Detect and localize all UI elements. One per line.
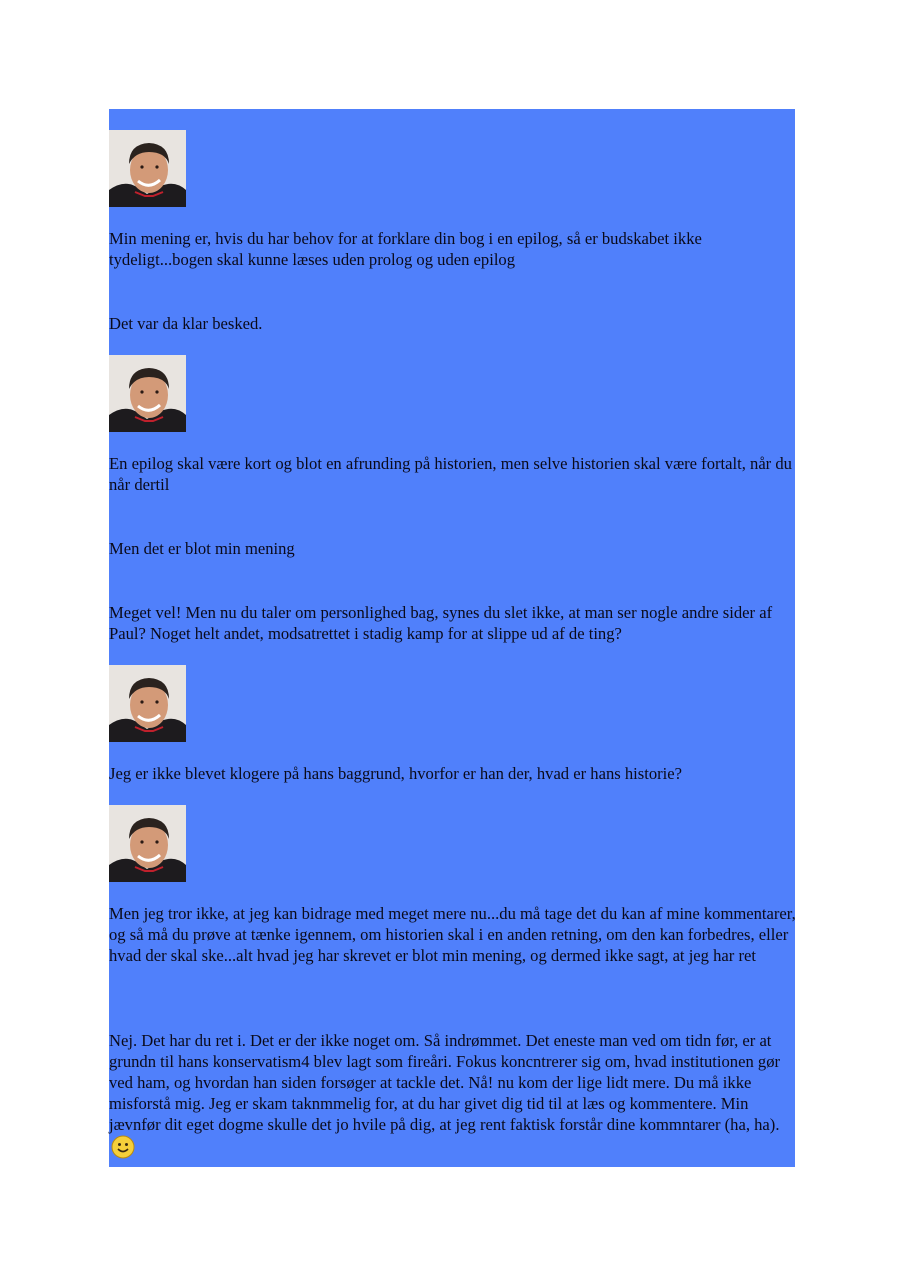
message-thread: [109, 109, 795, 1167]
message-text: Men det er blot min mening: [109, 539, 295, 558]
portrait-photo: [109, 805, 186, 882]
avatar: [109, 805, 186, 882]
portrait-photo: [109, 355, 186, 432]
message-text: Men jeg tror ikke, at jeg kan bidrage med meget mere nu...du må tage det du kan af mine kommentarer, og så må du prøve at tænke igennem, om historien skal i en anden retning, om den kan forbedres, eller hvad der skal ske...alt hvad jeg har skrevet er blot min mening, og dermed ikke sagt, at jeg har ret: [109, 904, 796, 965]
message-text: [109, 1030, 799, 1164]
message-text: Jeg er ikke blevet klogere på hans baggrund, hvorfor er han der, hvad er hans historie?: [109, 764, 682, 783]
portrait-photo: [109, 665, 186, 742]
message-text: Min mening er, hvis du har behov for at forklare din bog i en epilog, så er budskabet ikke tydeligt...bogen skal kunne læses uden prolog og uden epilog: [109, 229, 702, 269]
message-text: Meget vel! Men nu du taler om personlighed bag, synes du slet ikke, at man ser nogle andre sider af Paul? Noget helt andet, modsatrettet i stadig kamp for at slippe ud af de ting?: [109, 603, 773, 643]
message-text-body: Nej. Det har du ret i. Det er der ikke noget om. Så indrømmet. Det eneste man ved om tidn før, er at grundn til hans konservatism4 blev lagt som fireåri. Fokus koncntrerer sig om, hvad institutionen gør ved ham, og hvordan han siden forsøger at tackle det. Nå! nu kom der lige lidt mere. Du må ikke misforstå mig. Jeg er skam taknmmelig for, at du har givet dig tid til at læs og kommentere. Min jævnfør dit eget dogme skulle det jo hvile på dig, at jeg rent faktisk forstår dine kommntarer (ha, ha).: [109, 1031, 781, 1134]
message-text: Det var da klar besked.: [109, 314, 263, 333]
message-text: En epilog skal være kort og blot en afrunding på historien, men selve historien skal være fortalt, når du når dertil: [109, 454, 792, 494]
avatar: [109, 355, 186, 432]
avatar: [109, 665, 186, 742]
smiley-icon: [111, 1135, 135, 1164]
avatar: [109, 130, 186, 207]
portrait-photo: [109, 130, 186, 207]
